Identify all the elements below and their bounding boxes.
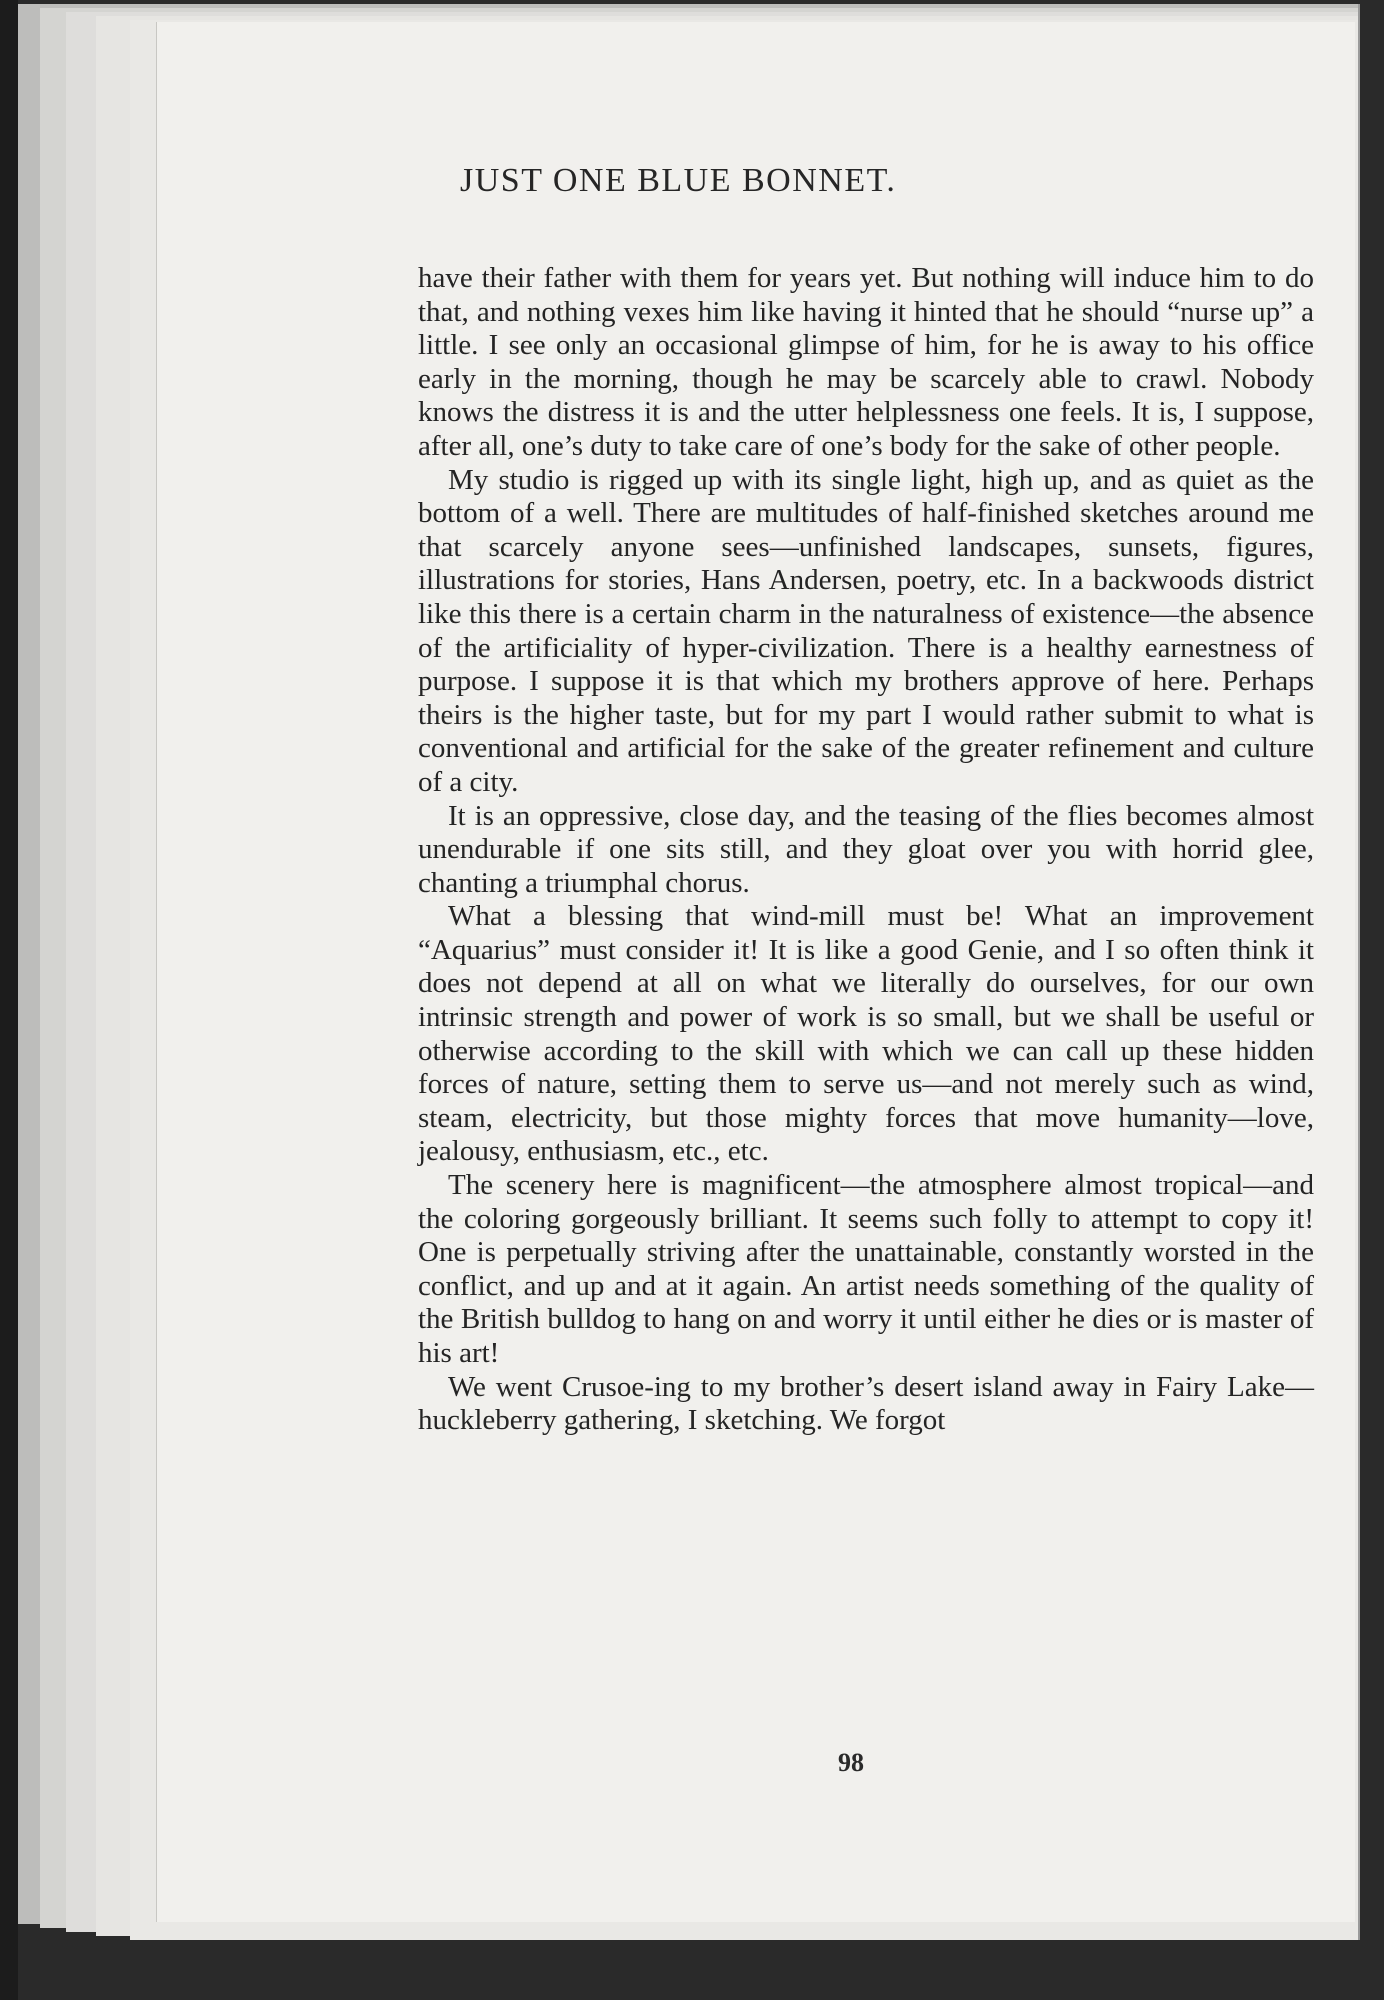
body-text xyxy=(418,262,1314,1438)
running-head: JUST ONE BLUE BONNET. xyxy=(460,162,897,199)
paragraph: The scenery here is magnificent—the atmosphere almost tropical—and the coloring gorgeously brilliant. It seems such folly to attempt to copy it! One is perpetually striving after the unattainable, constantly worsted in the conflict, and up and at it again. An artist needs something of the quality of the British bulldog to hang on and worry it until either he dies or is master of his art! xyxy=(418,1169,1314,1369)
page-number: 98 xyxy=(838,1748,864,1777)
paragraph: My studio is rigged up with its single light, high up, and as quiet as the bottom of a well. There are multitudes of half-finished sketches around me that scarcely anyone sees—unfinished landscapes, sunsets, figures, illustrations for stories, Hans Andersen, poetry, etc. In a backwoods district like this there is a certain charm in the naturalness of existence—the absence of the artificiality of hyper-civilization. There is a healthy earnestness of purpose. I suppose it is that which my brothers approve of here. Perhaps theirs is the higher taste, but for my part I would rather submit to what is conventional and artificial for the sake of the greater refinement and culture of a city. xyxy=(418,463,1314,798)
paragraph: have their father with them for years yet. But nothing will induce him to do that, and nothing vexes him like having it hinted that he should “nurse up” a little. I see only an occasional glimpse of him, for he is away to his office early in the morning, though he may be scarcely able to crawl. Nobody knows the distress it is and the utter helplessness one feels. It is, I suppose, after all, one’s duty to take care of one’s body for the sake of other people. xyxy=(418,262,1314,462)
paragraph: We went Crusoe-ing to my brother’s desert island away in Fairy Lake—huckleberry gathering, I sketching. We forgot xyxy=(418,1370,1314,1437)
paragraph: What a blessing that wind-mill must be! What an improvement “Aquarius” must consider it! It is like a good Genie, and I so often think it does not depend at all on what we literally do ourselves, for our own intrinsic strength and power of work is so small, but we shall be useful or otherwise according to the skill with which we can call up these hidden forces of nature, setting them to serve us—and not merely such as wind, steam, electricity, but those mighty forces that move humanity—love, jealousy, enthusiasm, etc., etc. xyxy=(418,900,1314,1168)
binding-shadow xyxy=(0,0,18,2000)
paragraph: It is an oppressive, close day, and the teasing of the flies becomes almost unendurable if one sits still, and they gloat over you with horrid glee, chanting a triumphal chorus. xyxy=(418,799,1314,899)
